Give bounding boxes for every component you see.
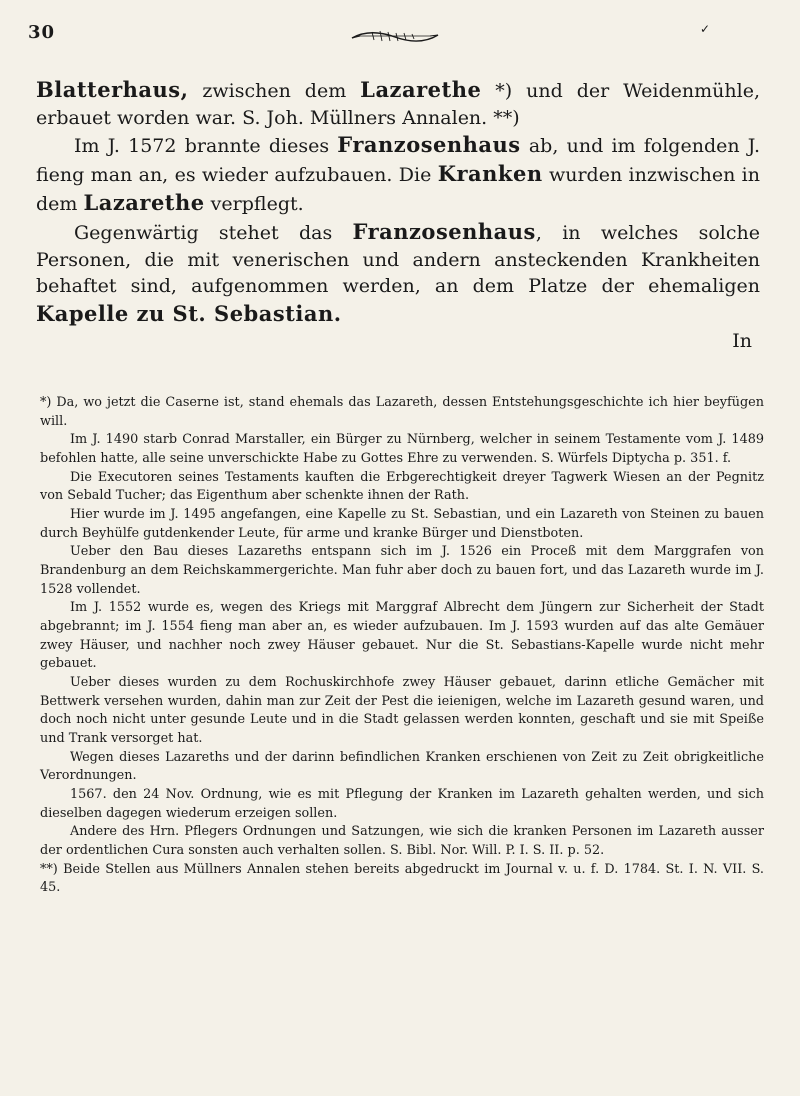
paragraph-3 xyxy=(36,218,760,328)
paragraph-1 xyxy=(36,76,760,131)
term-franzosenhaus: Franzosenhaus xyxy=(352,219,536,245)
footnote-1: *) Da, wo jetzt die Caserne ist, stand ehemals das Lazareth, dessen Entstehungsgeschichte ich hier beyfügen will. xyxy=(40,395,764,429)
text-segment: zwischen dem xyxy=(188,80,361,102)
footnote-paragraph: Hier wurde im J. 1495 angefangen, eine Kapelle zu St. Sebastian, und ein Lazareth von Steinen zu bauen durch Beyhülfe gutdenkender Leute, für arme und kranke Bürger und Dienstboten. xyxy=(40,507,764,541)
text-segment: , in welches solche Personen, die mit venerischen und andern ansteckenden Krankheiten behaftet sind, aufgenommen werden, an dem Platze der ehemaligen xyxy=(36,222,760,298)
footnote-paragraph: Im J. 1552 wurde es, wegen des Kriegs mit Marggraf Albrecht dem Jüngern zur Sicherheit der Stadt abgebrannt; im J. 1554 fieng man aber an, es wieder aufzubauen. Im J. 1593 wurden auf das alte Gemäuer zwey Häuser, und nachher noch zwey Häuser gebauet. Nur die St. Sebastians-Kapelle wurde nicht mehr gebauet. xyxy=(40,600,764,672)
text-segment: wurden inzwischen in dem xyxy=(36,164,760,216)
text-segment: ab, und im folgenden J. fieng man an, es wieder aufzubauen. Die xyxy=(36,135,760,187)
footnote-paragraph: Ueber dieses wurden zu dem Rochuskirchhofe zwey Häuser gebauet, darinn etliche Gemächer mit Bettwerk versehen wurden, dahin man zur Zeit der Pest die ieienigen, welche im Lazareth gesund waren, und doch noch nicht unter gesunde Leute und in die Stadt gelassen werden konnten, geschaft und sie mit Speiße und Trank versorget hat. xyxy=(40,675,764,747)
term-kranken: Kranken xyxy=(437,161,543,187)
text-segment: verpflegt. xyxy=(204,193,304,216)
page-number: 30 xyxy=(28,22,56,43)
footnote-2: **) Beide Stellen aus Müllners Annalen stehen bereits abgedruckt im Journal v. u. f. D. 1784. St. I. N. VII. S. 45. xyxy=(40,861,764,896)
footnote-paragraph: Im J. 1490 starb Conrad Marstaller, ein Bürger zu Nürnberg, welcher in seinem Testamente vom J. 1489 befohlen hatte, alle seine unverschickte Habe zu Gottes Ehre zu verwenden. S. Würfels Diptycha p. 351. f. xyxy=(40,432,764,467)
term-franzosenhaus: Franzosenhaus xyxy=(337,132,521,158)
term-lazarethe: Lazarethe xyxy=(83,190,205,216)
term-blatterhaus: Blatterhaus, xyxy=(36,77,189,102)
footnote-paragraph: Ueber den Bau dieses Lazareths entspann sich im J. 1526 ein Proceß mit dem Marggrafen von Brandenburg an dem Reichskammergerichte. Man fuhr aber doch zu bauen fort, und das Lazareth wurde im J. 1528 vollendet. xyxy=(40,544,764,597)
ornament-icon xyxy=(350,24,440,48)
text-segment: Im J. 1572 brannte dieses xyxy=(74,135,338,158)
footnotes xyxy=(40,394,764,898)
page-header xyxy=(28,22,760,62)
term-lazarethe: Lazarethe xyxy=(360,77,482,102)
footnote-paragraph: Wegen dieses Lazareths und der darinn befindlichen Kranken erschienen von Zeit zu Zeit obrigkeitliche Verordnungen. xyxy=(40,749,764,784)
catchword: In xyxy=(732,330,752,353)
footnote-paragraph: Die Executoren seines Testaments kauften die Erbgerechtigkeit dreyer Tagwerk Wiesen an der Pegnitz von Sebald Tucher; das Eigenthum aber schenkte ihnen der Rath. xyxy=(40,469,764,504)
main-text xyxy=(36,76,760,355)
text-segment: *) und der Weidenmühle, erbauet worden war. S. Joh. Müllners Annalen. **) xyxy=(36,80,760,129)
margin-mark: ✓ xyxy=(700,22,711,36)
footnote-paragraph: Andere des Hrn. Pflegers Ordnungen und Satzungen, wie sich die kranken Personen im Lazareth ausser der ordentlichen Cura sonsten auch verhalten sollen. S. Bibl. Nor. Will. P. I. S. II. p. 52. xyxy=(40,824,764,859)
text-segment: Gegenwärtig stehet das xyxy=(74,222,353,245)
paragraph-2 xyxy=(36,131,760,218)
term-kapelle-st-sebastian: Kapelle zu St. Sebastian. xyxy=(36,300,342,326)
footnote-paragraph: 1567. den 24 Nov. Ordnung, wie es mit Pflegung der Kranken im Lazareth gehalten werden, und sich dieselben dagegen wiederum erzeigen sollen. xyxy=(40,787,764,821)
